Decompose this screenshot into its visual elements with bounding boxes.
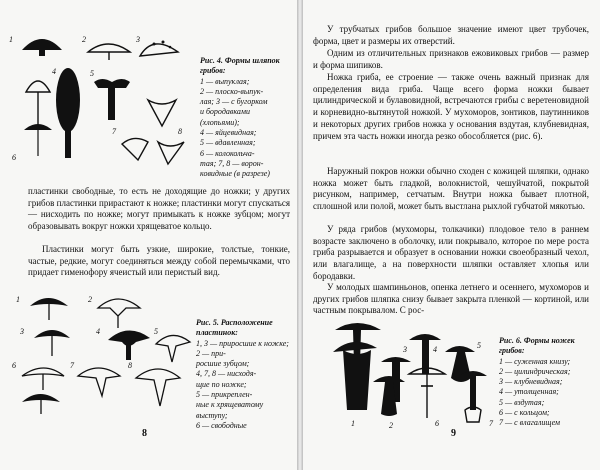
figure-4-illustration — [8, 30, 198, 170]
figure-4-line: 4 — яйцевидная; — [200, 128, 257, 138]
figure-6-line: 4 — утолщенная; — [499, 387, 559, 397]
figure-4-line: лая; 3 — с бугорком — [200, 97, 268, 107]
figure-5-line: 6 — свободные — [196, 420, 247, 430]
fig4-num-5: 5 — [90, 69, 94, 78]
figure-5-line: выступу; — [196, 410, 228, 420]
figure-6-illustration — [333, 318, 508, 433]
figure-5-line: росшие зубцом; — [196, 359, 250, 369]
fig6-num-5: 5 — [477, 341, 481, 350]
fig6-num-6: 6 — [435, 419, 439, 428]
figure-6-line: 6 — с кольцом; — [499, 408, 550, 418]
figure-5-illustration — [8, 286, 198, 416]
figure-4-line: тая; 7, 8 — ворон- — [200, 158, 264, 168]
fig5-num-8: 8 — [128, 361, 132, 370]
fig5-num-3: 3 — [20, 327, 24, 336]
figure-5-line: 1, 3 — приросшие к ножке; 2 — при- — [196, 338, 289, 358]
figure-4-line: 2 — плоско-выпук- — [200, 86, 264, 96]
figure-5-title: Рис. 5. Расположение пластинок: — [196, 318, 273, 338]
left-paragraph-2: Пластинки могут быть узкие, широкие, толстые, тонкие, частые, редкие, могут соединяться между собой перемычками, что придает гименофору ячеистый или перистый вид. — [28, 244, 290, 278]
fig5-num-6: 6 — [12, 361, 16, 370]
fig4-num-1: 1 — [9, 35, 13, 44]
figure-4-caption — [200, 56, 292, 180]
figure-5-line: 5 — прикреплен- — [196, 390, 253, 400]
figure-6-line: 2 — цилиндрическая; — [499, 366, 571, 376]
right-paragraph-5: У ряда грибов (мухоморы, толкачики) плодовое тело в раннем возрасте заключено в оболочку, или покрывало, которое по мере роста гриба разрывается и образует в основании ножки своеобразный чехол, или влагалище, а на поверхности шляпки оставляет хлопья или бородавки. — [313, 224, 589, 281]
page-number-left: 8 — [142, 428, 147, 439]
right-page — [303, 0, 600, 470]
fig4-num-6: 6 — [12, 153, 16, 162]
right-paragraph-1: У трубчатых грибов большое значение имеют цвет трубочек, форма, цвет и размеры их отверстий. — [313, 24, 589, 46]
figure-5-line: 4, 7, 8 — нисходя- — [196, 369, 257, 379]
figure-4-line: и бородавками — [200, 107, 250, 117]
figure-6-caption — [499, 336, 595, 429]
right-paragraph-2: Одним из отличительных признаков ежовиковых грибов — размер и форма шипиков. — [313, 48, 589, 70]
figure-6-line: 5 — вздутая; — [499, 397, 545, 407]
figure-6-line: 1 — суженная книзу; — [499, 356, 571, 366]
fig5-num-2: 2 — [88, 295, 92, 304]
fig6-num-7: 7 — [489, 419, 493, 428]
figure-4-line: 1 — выпуклая; — [200, 76, 250, 86]
fig4-num-2: 2 — [82, 35, 86, 44]
figure-5-caption — [196, 318, 292, 431]
fig4-num-8: 8 — [178, 127, 182, 136]
left-page — [0, 0, 297, 470]
fig4-num-4: 4 — [52, 67, 56, 76]
page-number-right: 9 — [451, 428, 456, 439]
figure-4-line: ковидные (в разрезе) — [200, 169, 270, 179]
right-paragraph-4: Наружный покров ножки обычно сходен с кожицей шляпки, однако ножка может быть гладкой, волокнистой, чешуйчатой, покрытой рисунком, например, сетчатым. Внутри ножка бывает плотной, сплошной или полой, может быть выстлана рыхлой губчатой мякотью. — [313, 166, 589, 212]
figure-4-line: 6 — колокольча- — [200, 148, 255, 158]
fig5-num-1: 1 — [16, 295, 20, 304]
fig5-num-4: 4 — [96, 327, 100, 336]
fig4-num-3: 3 — [136, 35, 140, 44]
right-paragraph-6: У молодых шампиньонов, опенка летнего и осеннего, мухоморов и других грибов шляпка снизу бывает закрыта пленкой — кортиной, или частным покрывалом. С рос- — [313, 282, 589, 316]
left-paragraph-1: пластинки свободные, то есть не доходящие до ножки; у других грибов пластинки прирастают к ножке; пластинки могут спускаться — нисходить по ножке; могут примыкать к ножке зубцом; могут образовывать вокруг ножки хрящеватое кольцо. — [28, 186, 290, 232]
fig6-num-2: 2 — [389, 421, 393, 430]
right-paragraph-3: Ножка гриба, ее строение — также очень важный признак для определения вида гриба. Чаще всего форма ножки бывает цилиндрической и булавовидной, встречаются грибы с веретеновидной и корневидно-вытянутой ножкой. У мухоморов, зонтиков, паутинников и некоторых других грибов ножка у основания вздутая, клубневидная, причем эта часть ножки иногда резко обособляется (рис. 6). — [313, 72, 589, 141]
fig5-num-7: 7 — [70, 361, 74, 370]
fig5-num-5: 5 — [154, 327, 158, 336]
figure-4-line: (хлопьями); — [200, 117, 240, 127]
figure-6-line: 7 — с влагалищем — [499, 418, 561, 428]
figure-6-title: Рис. 6. Формы ножек грибов: — [499, 336, 575, 356]
figure-6-line: 3 — клубневидная; — [499, 377, 563, 387]
figure-4-title: Рис. 4. Формы шляпок грибов: — [200, 56, 280, 76]
figure-5-line: щие по ножке; — [196, 379, 247, 389]
fig6-num-4: 4 — [433, 345, 437, 354]
figure-5-line: ные к хрящеватому — [196, 400, 264, 410]
fig6-num-3: 3 — [403, 345, 407, 354]
figure-4-line: 5 — вдавленная; — [200, 138, 256, 148]
fig4-num-7: 7 — [112, 127, 116, 136]
fig6-num-1: 1 — [351, 419, 355, 428]
